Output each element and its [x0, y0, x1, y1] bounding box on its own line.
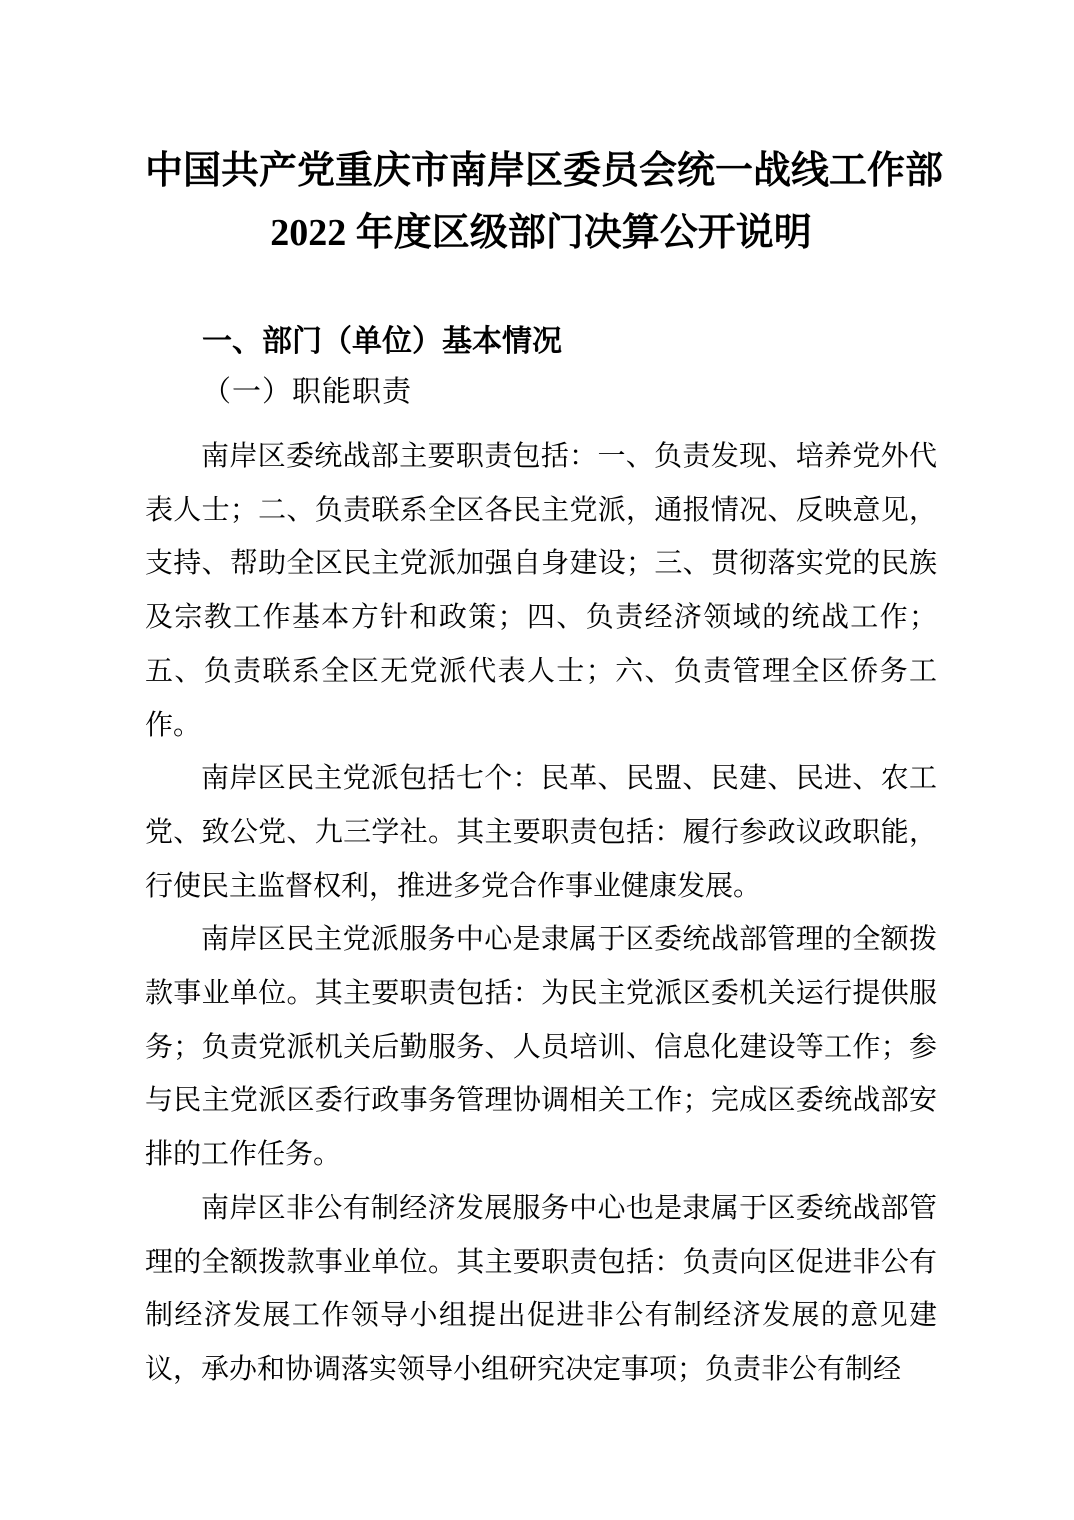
paragraph-democratic-parties: 南岸区民主党派包括七个：民革、民盟、民建、民进、农工党、致公党、九三学社。其主要职责包括：履行参政议政职能，行使民主监督权利，推进多党合作事业健康发展。: [145, 763, 937, 902]
paragraph-private-economy-center: 南岸区非公有制经济发展服务中心也是隶属于区委统战部管理的全额拨款事业单位。其主要职责包括：负责向区促进非公有制经济发展工作领导小组提出促进非公有制经济发展的意见建议，承办和协调落实领导小组研究决定事项；负责非公有制经: [145, 1192, 937, 1385]
section-heading-basic-info: 一、部门（单位）基本情况: [202, 325, 562, 358]
document-title-line1: 中国共产党重庆市南岸区委员会统一战线工作部: [145, 150, 944, 192]
subsection-heading-duties: （一）职能职责: [202, 376, 413, 408]
document-title-line2: 2022 年度区级部门决算公开说明: [270, 212, 812, 254]
document-content: [145, 0, 944, 1397]
paragraph-united-front-duties: 南岸区委统战部主要职责包括：一、负责发现、培养党外代表人士；二、负责联系全区各民主党派，通报情况、反映意见，支持、帮助全区民主党派加强自身建设；三、贯彻落实党的民族及宗教工作基本方针和政策；四、负责经济领域的统战工作；五、负责联系全区无党派代表人士；六、负责管理全区侨务工作。: [145, 441, 937, 741]
document-title: [145, 0, 944, 264]
paragraph-party-service-center: 南岸区民主党派服务中心是隶属于区委统战部管理的全额拨款事业单位。其主要职责包括：为民主党派区委机关运行提供服务；负责党派机关后勤服务、人员培训、信息化建设等工作；参与民主党派区委行政事务管理协调相关工作；完成区委统战部安排的工作任务。: [145, 924, 937, 1171]
